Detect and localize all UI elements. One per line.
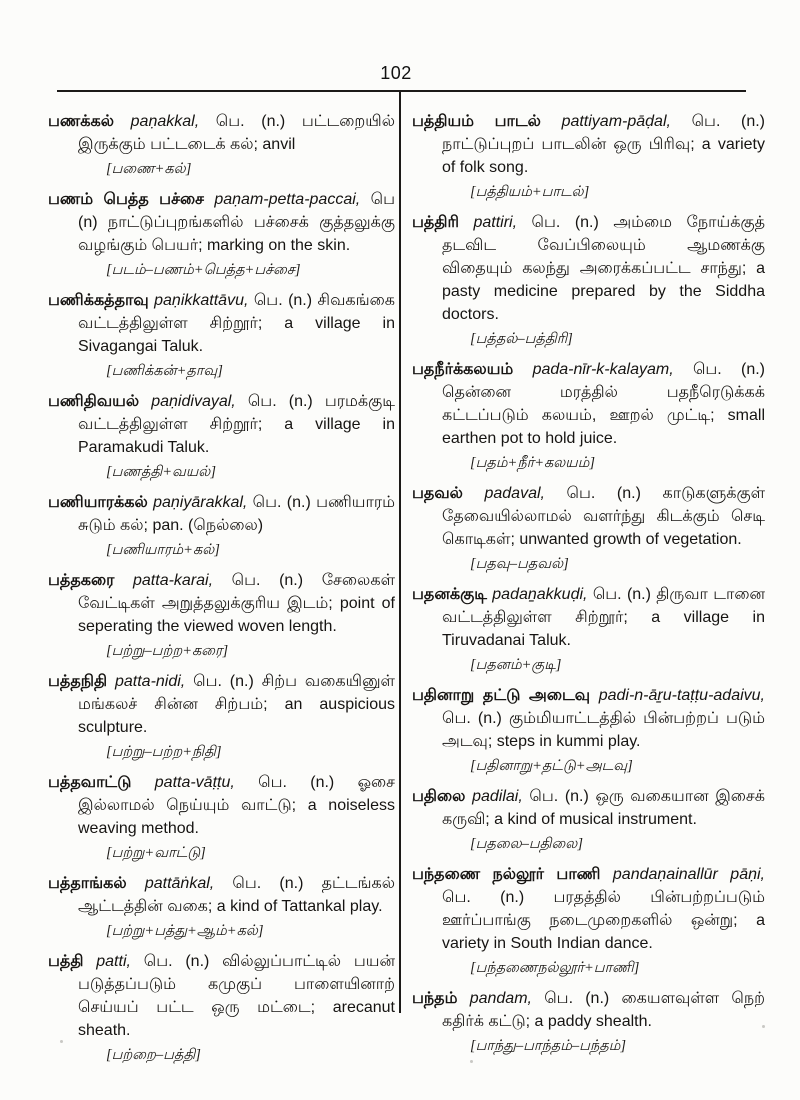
entry-headword: பந்தம் [412,990,458,1007]
entry-text [48,390,395,459]
dictionary-entry [48,872,395,941]
entry-part-of-speech: பெ. (n.) [193,673,254,690]
entry-etymology: [பதினாறு+தட்டு+அடவு] [470,758,633,774]
entry-transliteration: pattāṅkal, [144,875,215,892]
entry-etymology: [பதனம்+குடி] [470,657,562,673]
entry-text [412,211,765,326]
scan-speck [470,1060,473,1063]
entry-definition: திருவா டானை வட்டத்திலுள்ள சிற்றூர்; a village in Tiruvadanai Taluk. [442,586,765,649]
dictionary-entry [412,863,765,978]
entry-part-of-speech: பெ. (n.) [231,572,304,589]
entry-etymology: [பணிக்கன்+தாவு] [106,363,223,379]
entry-transliteration: paṇikkattāvu, [154,292,249,309]
entry-headword: பத்தியம் பாடல் [412,113,541,130]
dictionary-entry [48,491,395,560]
entry-definition: தட்டங்கல் ஆட்டத்தின் வகை; a kind of Tattankal play. [78,875,395,915]
entry-headword: பத்தவாட்டு [48,774,132,791]
entry-etymology: [பற்று+பத்து+ஆம்+கல்] [106,923,264,939]
dictionary-entry [412,785,765,854]
entry-transliteration: paṇiyārakkal, [153,494,248,511]
dictionary-entry [48,670,395,762]
entry-part-of-speech: பெ. (n.) [247,393,313,410]
entry-text [48,569,395,638]
entry-etymology: [பற்று–பற்ற+கரை] [106,643,229,659]
entry-text [412,482,765,551]
entry-definition: சிவகங்கை வட்டத்திலுள்ள சிற்றூர்; a village in Sivagangai Taluk. [78,292,395,355]
entry-text [48,872,395,918]
entry-part-of-speech: பெ. (n.) [592,586,651,603]
entry-definition: அம்மை நோய்க்குத் தடவிட வேப்பிலையும் ஆமணக்கு விதையும் கலந்து அரைக்கப்பட்ட சாந்து; a pasty medicine prepared by the Siddha doctors. [442,214,765,323]
entry-headword: பணியாரக்கல் [48,494,148,511]
entry-text [48,188,395,257]
entry-text [48,670,395,739]
dictionary-entry [412,583,765,675]
entry-part-of-speech: பெ. (n.) [531,214,599,231]
dictionary-entry [412,110,765,202]
entry-part-of-speech: பெ. (n.) [529,788,589,805]
scan-speck [762,1025,765,1028]
entry-text [48,289,395,358]
entry-headword: பதவல் [412,485,463,502]
entry-part-of-speech: பெ. (n.) [252,494,311,511]
dictionary-entry [412,211,765,349]
entry-part-of-speech: பெ. (n.) [215,113,286,130]
dictionary-entry [48,771,395,863]
entry-text [48,771,395,840]
entry-transliteration: paṇakkal, [130,113,200,130]
left-column [48,110,395,1074]
entry-definition: வில்லுப்பாட்டில் பயன் படுத்தப்படும் கமுகுப் பாளையினாற் செய்யப் பட்ட ஒரு மட்டை; arecanut sheath. [78,953,396,1039]
entry-transliteration: patta-karai, [133,572,214,589]
entry-etymology: [பணியாரம்+கல்] [106,542,220,558]
entry-definition: கையளவுள்ள நெற் கதிர்க் கட்டு; a paddy shealth. [442,990,766,1030]
entry-headword: பதநீர்க்கலயம் [412,361,514,378]
entry-headword: பணிக்கத்தாவு [48,292,149,309]
entry-text [48,950,395,1042]
entry-definition: கும்மியாட்டத்தில் பின்பற்றப் படும் அடவு; steps in kummi play. [442,710,765,750]
entry-headword: பத்திரி [412,214,459,231]
entry-text [412,863,765,955]
entry-part-of-speech: பெ. (n.) [692,361,766,378]
entry-text [412,110,765,179]
entry-text [48,110,395,156]
dictionary-entry [48,289,395,381]
entry-transliteration: patta-vāṭṭu, [154,774,235,791]
entry-etymology: [பாந்து–பாந்தம்–பந்தம்] [470,1038,627,1054]
entry-headword: பணிதிவயல் [48,393,140,410]
dictionary-entry [412,684,765,776]
entry-transliteration: padaval, [484,485,545,502]
entry-definition: பரதத்தில் பின்பற்றப்படும் ஊர்ப்பாங்கு நடைமுறைகளில் ஒன்று; a variety in South Indian dance. [442,889,765,952]
entry-definition: சேலைகள் வேட்டிகள் அறுத்தலுக்குரிய இடம்; point of seperating the viewed woven length. [78,572,395,635]
entry-part-of-speech: பெ. (n.) [232,875,304,892]
entry-part-of-speech: பெ. (n.) [544,990,610,1007]
entry-definition: பட்டறையில் இருக்கும் பட்டடைக் கல்; anvil [78,113,395,153]
entry-etymology: [பணத்தி+வயல்] [106,464,216,480]
entry-text [412,358,765,450]
dictionary-entry [412,358,765,473]
entry-part-of-speech: பெ. (n.) [143,953,210,970]
entry-transliteration: padaṉakkuḍi, [492,586,588,603]
entry-part-of-speech: பெ. (n.) [442,710,502,727]
entry-text [412,583,765,652]
entry-transliteration: pattiri, [473,214,518,231]
entry-definition: நாட்டுப்புறங்களில் பச்சைக் குத்தலுக்கு வழங்கும் பெயர்; marking on the skin. [78,214,395,254]
entry-headword: பத்தகரை [48,572,115,589]
entry-headword: பணக்கல் [48,113,115,130]
entry-headword: பத்தநிதி [48,673,108,690]
right-column [412,110,765,1074]
entry-etymology: [பத்தியம்+பாடல்] [470,184,590,200]
entry-definition: காடுகளுக்குள் தேவையில்லாமல் வளர்ந்து கிடக்கும் செடி கொடிகள்; unwanted growth of vegetation. [442,485,766,548]
entry-transliteration: paṇam-petta-paccai, [214,191,361,208]
entry-transliteration: padilai, [472,788,523,805]
entry-etymology: [பணை+கல்] [106,161,192,177]
entry-etymology: [பந்தணைநல்லூர்+பாணி] [470,960,640,976]
entry-etymology: [பதவு–பதவல்] [470,556,569,572]
entry-etymology: [படம்–பணம்+பெத்த+பச்சை] [106,262,301,278]
scan-speck [60,1040,63,1043]
entry-part-of-speech: பெ. (n.) [253,292,313,309]
dictionary-entry [412,482,765,574]
dictionary-entry [412,987,765,1056]
entry-etymology: [பத்தல்–பத்திரி] [470,331,573,347]
entry-headword: பத்தி [48,953,84,970]
entry-headword: பதனக்குடி [412,586,487,603]
entry-definition: ஒரு வகையான இசைக் கருவி; a kind of musical instrument. [442,788,766,828]
entry-definition: பணியாரம் சுடும் கல்; pan. (நெல்லை) [78,494,395,534]
entry-etymology: [பதம்+நீர்+கலயம்] [470,455,596,471]
entry-definition: தென்னை மரத்தில் பதநீரெடுக்கக் கட்டப்படும் கலயம், ஊறல் முட்டி; small earthen pot to hold juice. [442,384,765,447]
entry-etymology: [பதலை–பதிலை] [470,836,583,852]
dictionary-entry [48,188,395,280]
entry-transliteration: pada-nīr-k-kalayam, [532,361,674,378]
columns-container [48,110,765,1074]
dictionary-entry [48,110,395,179]
entry-headword: பதினாறு தட்டு அடைவு [412,687,591,704]
page-number: 102 [380,63,412,83]
entry-text [48,491,395,537]
entry-transliteration: pandaṇainallūr pāṇi, [612,866,765,883]
entry-part-of-speech: பெ. (n.) [566,485,641,502]
entry-headword: பதிலை [412,788,466,805]
dictionary-entry [48,950,395,1065]
entry-transliteration: pattiyam-pāḍal, [561,113,671,130]
entry-part-of-speech: பெ. (n.) [442,889,525,906]
entry-definition: சிற்ப வகையினுள் மங்கலச் சின்ன சிற்பம்; an auspicious sculpture. [78,673,395,736]
entry-transliteration: paṇidivayal, [151,393,236,410]
entry-headword: பத்தாங்கல் [48,875,127,892]
entry-text [412,684,765,753]
entry-part-of-speech: பெ (n) [78,191,395,231]
entry-transliteration: pandam, [469,990,532,1007]
entry-definition: ஓசை இல்லாமல் நெய்யும் வாட்டு; a noiseless weaving method. [78,774,396,837]
entry-headword: பந்தணை நல்லூர் பாணி [412,866,601,883]
entry-definition: பரமக்குடி வட்டத்திலுள்ள சிற்றூர்; a village in Paramakudi Taluk. [78,393,395,456]
header-rule [57,90,746,92]
entry-definition: நாட்டுப்புறப் பாடலின் ஒரு பிரிவு; a variety of folk song. [442,136,765,176]
entry-etymology: [பற்று+வாட்டு] [106,845,206,861]
entry-text [412,987,765,1033]
entry-text [412,785,765,831]
entry-part-of-speech: பெ. (n.) [258,774,335,791]
entry-etymology: [பற்றை–பத்தி] [106,1047,201,1063]
entry-etymology: [பற்று–பற்ற+நிதி] [106,744,222,760]
dictionary-entry [48,569,395,661]
dictionary-entry [48,390,395,482]
entry-transliteration: patta-nidi, [114,673,186,690]
entry-part-of-speech: பெ. (n.) [691,113,765,130]
entry-transliteration: patti, [96,953,131,970]
entry-transliteration: padi-n-āṟu-taṭṭu-adaivu, [598,687,765,704]
entry-headword: பணம் பெத்த பச்சை [48,191,204,208]
